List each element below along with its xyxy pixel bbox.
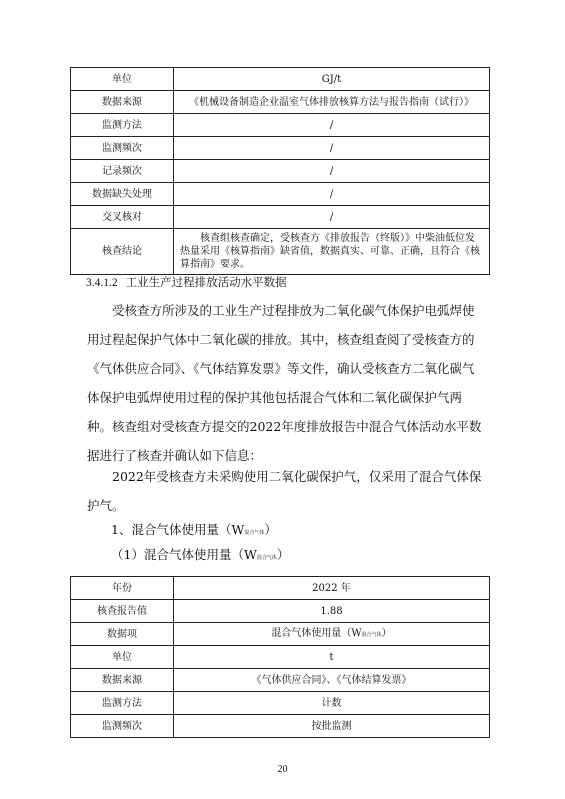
table-row xyxy=(71,229,490,275)
table-cell-value: / xyxy=(174,137,490,160)
cell-close: ） xyxy=(381,627,392,639)
table-row xyxy=(71,646,490,669)
subscript: 混合气体 xyxy=(256,555,277,561)
table-cell-label: 单位 xyxy=(71,646,174,669)
table-cell-label: 数据来源 xyxy=(71,669,174,692)
list-heading xyxy=(111,520,277,538)
table-row xyxy=(71,183,490,206)
list-subheading xyxy=(111,545,289,563)
table-row xyxy=(71,114,490,137)
emission-factor-table xyxy=(70,67,490,275)
table-cell-label: 监测频次 xyxy=(71,715,174,738)
section-title: 工业生产过程排放活动水平数据 xyxy=(125,275,287,289)
table-cell-value: t xyxy=(174,646,490,669)
table-cell-value: 2022 年 xyxy=(174,577,490,600)
table-cell-label: 年份 xyxy=(71,577,174,600)
table-cell-conclusion: 核查组核查确定，受核查方《排放报告（终版）》中柴油低位发热量采用《核算指南》缺省值，数据真实、可靠、正确，且符合《核算指南》要求。 xyxy=(174,229,490,275)
table-cell-label: 单位 xyxy=(71,68,174,91)
table-cell-label: 交叉核对 xyxy=(71,206,174,229)
table-cell-value: 按批监测 xyxy=(174,715,490,738)
page-number: 20 xyxy=(277,764,288,775)
table-cell-value: / xyxy=(174,114,490,137)
table-cell-value: / xyxy=(174,183,490,206)
mixed-gas-table xyxy=(70,576,490,738)
table-cell-label: 核查结论 xyxy=(71,229,174,275)
table-row xyxy=(71,206,490,229)
table-cell-label: 监测方法 xyxy=(71,114,174,137)
table-row xyxy=(71,68,490,91)
list-subheading-text: （1）混合气体使用量（W xyxy=(111,547,257,562)
table-cell-value: / xyxy=(174,160,490,183)
subscript: 混合气体 xyxy=(244,530,265,536)
table-cell-label: 数据来源 xyxy=(71,91,174,114)
table-cell-label: 记录频次 xyxy=(71,160,174,183)
table-row xyxy=(71,692,490,715)
section-heading xyxy=(86,274,287,290)
table-row xyxy=(71,669,490,692)
table-row xyxy=(71,137,490,160)
table-cell-label: 数据缺失处理 xyxy=(71,183,174,206)
table-cell-label: 监测方法 xyxy=(71,692,174,715)
cell-text: 混合气体使用量（W xyxy=(271,627,362,639)
table-cell-value: GJ/t xyxy=(174,68,490,91)
table-cell-label: 核查报告值 xyxy=(71,600,174,623)
table-row xyxy=(71,160,490,183)
list-subheading-close: ） xyxy=(276,547,290,562)
table-cell-label: 监测频次 xyxy=(71,137,174,160)
table-cell-value xyxy=(174,623,490,646)
table-cell-value: 1.88 xyxy=(174,600,490,623)
paragraph: 2022年受核查方未采购使用二氧化碳保护气，仅采用了混合气体保护气。 xyxy=(87,469,482,513)
table-cell-label: 数据项 xyxy=(71,623,174,646)
section-number: 3.4.1.2 xyxy=(86,277,118,289)
table-row xyxy=(71,600,490,623)
table-row xyxy=(71,577,490,600)
list-heading-text: 1、混合气体使用量（W xyxy=(111,522,245,537)
table-row xyxy=(71,623,490,646)
list-heading-close: ） xyxy=(264,522,277,537)
table-cell-value: / xyxy=(174,206,490,229)
paragraph: 受核查方所涉及的工业生产过程排放为二氧化碳气体保护电弧焊使用过程起保护气体中二氧化碳的排放。其中，核查组查阅了受核查方的《气体供应合同》、《气体结算发票》等文件，确认受核查方二氧化碳气体保护电弧焊使用过程的保护其他包括混合气体和二氧化碳保护气两种。核查组对受核查方提交的2022年度排放报告中混合气体活动水平数据进行了核查并确认如下信息： xyxy=(87,303,482,463)
table-row xyxy=(71,91,490,114)
table-cell-value: 《气体供应合同》、《气体结算发票》 xyxy=(174,669,490,692)
subscript: 混合气体 xyxy=(361,631,382,638)
table-cell-value: 《机械设备制造企业温室气体排放核算方法与报告指南（试行）》 xyxy=(174,91,490,114)
table-row xyxy=(71,715,490,738)
table-cell-value: 计数 xyxy=(174,692,490,715)
